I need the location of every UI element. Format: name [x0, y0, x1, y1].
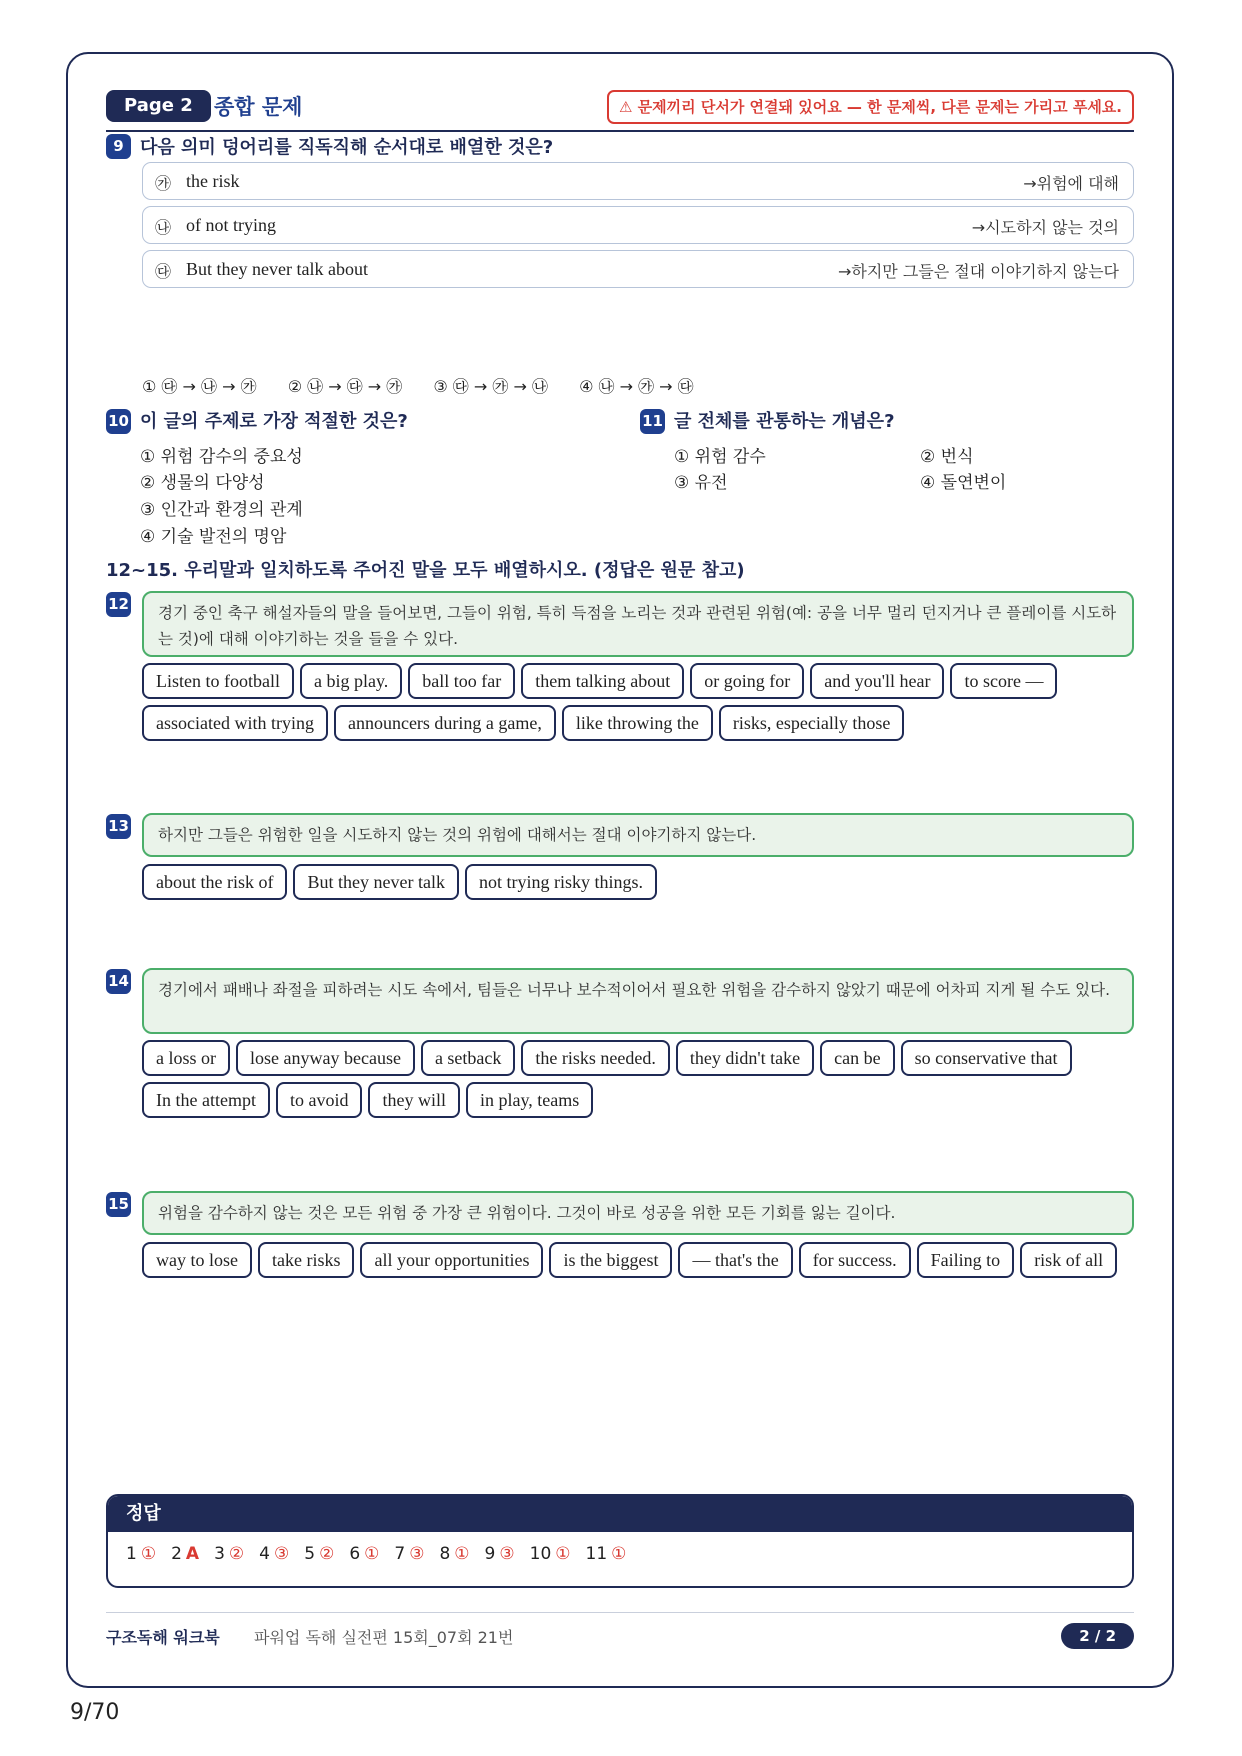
- word-tiles-14: [142, 1040, 1134, 1118]
- answer-value: A: [185, 1544, 200, 1564]
- word-tile[interactable]: way to lose: [142, 1242, 252, 1278]
- answer-item: [530, 1544, 571, 1564]
- word-tile[interactable]: so conservative that: [901, 1040, 1072, 1076]
- chunk-mark: ㉯: [155, 218, 172, 237]
- option-4[interactable]: ④ 돌연변이: [920, 473, 1007, 493]
- answer-item: [214, 1544, 244, 1564]
- option-4[interactable]: ④ 기술 발전의 명암: [140, 527, 287, 547]
- answer-item: [439, 1544, 469, 1564]
- word-tile[interactable]: In the attempt: [142, 1082, 270, 1118]
- chunk-ga: [142, 162, 1134, 200]
- word-tile[interactable]: all your opportunities: [360, 1242, 543, 1278]
- word-tile[interactable]: them talking about: [521, 663, 684, 699]
- korean-sentence-13: 하지만 그들은 위험한 일을 시도하지 않는 것의 위험에 대해서는 절대 이야기하지 않는다.: [142, 813, 1134, 857]
- answer-number: 1: [126, 1544, 137, 1564]
- question-10-text: 이 글의 주제로 가장 적절한 것은?: [140, 411, 408, 432]
- word-tile[interactable]: like throwing the: [562, 705, 713, 741]
- page-title: 종합 문제: [214, 95, 303, 119]
- footer-brand: 구조독해 워크북: [106, 1628, 220, 1647]
- question-11-text: 글 전체를 관통하는 개념은?: [674, 411, 895, 432]
- question-number-13: 13: [106, 814, 131, 839]
- question-number-14: 14: [106, 969, 131, 994]
- word-tiles-12: [142, 663, 1134, 741]
- answer-item: [126, 1544, 156, 1564]
- footer-subtitle: 파워업 독해 실전편 15회_07회 21번: [254, 1628, 514, 1647]
- answer-key-row: [108, 1532, 1132, 1564]
- answer-value: ③: [273, 1544, 290, 1564]
- chunk-korean: →하지만 그들은 절대 이야기하지 않는다: [837, 262, 1119, 281]
- option-1[interactable]: ① 위험 감수: [674, 447, 766, 467]
- question-number-11: 11: [640, 409, 665, 434]
- answer-item: [259, 1544, 289, 1564]
- chunk-mark: ㉰: [155, 262, 172, 281]
- option-1[interactable]: ① 위험 감수의 중요성: [140, 447, 303, 467]
- option-1[interactable]: ① ㉰ → ㉯ → ㉮: [142, 377, 257, 396]
- chunk-na: [142, 206, 1134, 244]
- worksheet-frame: [66, 52, 1174, 1688]
- korean-sentence-14: 경기에서 패배나 좌절을 피하려는 시도 속에서, 팀들은 너무나 보수적이어서 필요한 위험을 감수하지 않았기 때문에 어차피 지게 될 수도 있다.: [142, 968, 1134, 1034]
- answer-number: 7: [394, 1544, 406, 1564]
- chunk-english: the risk: [186, 171, 240, 191]
- option-2[interactable]: ② 생물의 다양성: [140, 473, 265, 493]
- word-tile[interactable]: announcers during a game,: [334, 705, 556, 741]
- answer-value: ③: [499, 1544, 515, 1564]
- chunk-english: of not trying: [186, 215, 276, 235]
- option-3[interactable]: ③ ㉰ → ㉮ → ㉯: [433, 377, 548, 396]
- word-tile[interactable]: associated with trying: [142, 705, 328, 741]
- question-number-12: 12: [106, 592, 131, 617]
- answer-item: [586, 1544, 627, 1564]
- answer-item: [394, 1544, 424, 1564]
- section-title: 12~15. 우리말과 일치하도록 주어진 말을 모두 배열하시오. (정답은 원문 참고): [106, 560, 745, 581]
- word-tile[interactable]: about the risk of: [142, 864, 287, 900]
- page-counter: 9/70: [70, 1700, 120, 1725]
- chunk-korean: →시도하지 않는 것의: [971, 218, 1119, 237]
- answer-number: 10: [529, 1544, 552, 1564]
- answer-value: ②: [319, 1544, 335, 1564]
- word-tile[interactable]: to score —: [950, 663, 1057, 699]
- word-tile[interactable]: — that's the: [678, 1242, 792, 1278]
- word-tile[interactable]: they will: [368, 1082, 460, 1118]
- word-tile[interactable]: a loss or: [142, 1040, 230, 1076]
- answer-number: 11: [585, 1544, 608, 1564]
- answer-value: ①: [364, 1544, 380, 1564]
- word-tile[interactable]: or going for: [690, 663, 804, 699]
- word-tile[interactable]: to avoid: [276, 1082, 363, 1118]
- word-tiles-15: [142, 1242, 1134, 1278]
- option-2[interactable]: ② ㉯ → ㉰ → ㉮: [287, 377, 403, 396]
- question-9-text: 다음 의미 덩어리를 직독직해 순서대로 배열한 것은?: [140, 137, 554, 158]
- answer-item: [349, 1544, 379, 1564]
- word-tile[interactable]: risk of all: [1020, 1242, 1117, 1278]
- answer-number: 2: [171, 1544, 182, 1564]
- word-tile[interactable]: Listen to football: [142, 663, 294, 699]
- answer-number: 9: [484, 1544, 496, 1564]
- word-tile[interactable]: Failing to: [917, 1242, 1015, 1278]
- word-tile[interactable]: not trying risky things.: [465, 864, 657, 900]
- chunk-da: [142, 250, 1134, 288]
- word-tile[interactable]: a big play.: [300, 663, 402, 699]
- word-tile[interactable]: they didn't take: [676, 1040, 814, 1076]
- page-footer: [106, 1612, 1134, 1653]
- answer-value: ①: [611, 1544, 627, 1564]
- option-4[interactable]: ④ ㉯ → ㉮ → ㉰: [579, 377, 694, 396]
- page-badge: Page 2: [106, 90, 211, 122]
- answer-key: [106, 1494, 1134, 1588]
- chunk-korean: →위험에 대해: [1023, 174, 1119, 193]
- question-number-15: 15: [106, 1192, 131, 1217]
- question-number-10: 10: [106, 409, 131, 434]
- page-header: [106, 90, 1134, 132]
- question-9-options: [142, 374, 720, 397]
- word-tile[interactable]: a setback: [421, 1040, 515, 1076]
- option-3[interactable]: ③ 유전: [674, 473, 728, 493]
- answer-number: 6: [349, 1544, 361, 1564]
- word-tile[interactable]: is the biggest: [549, 1242, 672, 1278]
- answer-value: ①: [454, 1544, 470, 1564]
- footer-page-badge: 2 / 2: [1061, 1623, 1134, 1649]
- option-3[interactable]: ③ 인간과 환경의 관계: [140, 500, 303, 520]
- answer-number: 8: [439, 1544, 451, 1564]
- answer-item: [485, 1544, 515, 1564]
- warning-notice: ⚠ 문제끼리 단서가 연결돼 있어요 — 한 문제씩, 다른 문제는 가리고 푸세요.: [607, 90, 1134, 124]
- word-tile[interactable]: risks, especially those: [719, 705, 904, 741]
- word-tile[interactable]: But they never talk: [293, 864, 458, 900]
- word-tile[interactable]: ball too far: [408, 663, 515, 699]
- answer-number: 3: [214, 1544, 225, 1564]
- korean-sentence-15: 위험을 감수하지 않는 것은 모든 위험 중 가장 큰 위험이다. 그것이 바로 성공을 위한 모든 기회를 잃는 길이다.: [142, 1191, 1134, 1235]
- answer-item: [304, 1544, 334, 1564]
- word-tiles-13: [142, 864, 1134, 900]
- option-2[interactable]: ② 번식: [920, 447, 974, 467]
- answer-value: ②: [228, 1544, 245, 1564]
- korean-sentence-12: 경기 중인 축구 해설자들의 말을 들어보면, 그들이 위험, 특히 득점을 노리는 것과 관련된 위험(예: 공을 너무 멀리 던지거나 큰 플레이를 시도하는 것)에 대해 이야기하는 것을 들을 수 있다.: [142, 591, 1134, 657]
- word-tile[interactable]: for success.: [799, 1242, 911, 1278]
- question-number-9: 9: [106, 134, 131, 159]
- worksheet-content: [106, 54, 1134, 1686]
- answer-value: ①: [555, 1544, 571, 1564]
- word-tile[interactable]: lose anyway because: [236, 1040, 415, 1076]
- answer-number: 5: [304, 1544, 316, 1564]
- answer-item: [171, 1544, 199, 1564]
- word-tile[interactable]: and you'll hear: [810, 663, 944, 699]
- answer-value: ③: [409, 1544, 425, 1564]
- chunk-mark: ㉮: [155, 174, 172, 193]
- answer-number: 4: [259, 1544, 270, 1564]
- chunk-english: But they never talk about: [186, 259, 368, 279]
- word-tile[interactable]: take risks: [258, 1242, 354, 1278]
- word-tile[interactable]: in play, teams: [466, 1082, 593, 1118]
- answer-key-title: 정답: [108, 1496, 1132, 1532]
- word-tile[interactable]: can be: [820, 1040, 894, 1076]
- answer-value: ①: [140, 1544, 157, 1564]
- word-tile[interactable]: the risks needed.: [521, 1040, 669, 1076]
